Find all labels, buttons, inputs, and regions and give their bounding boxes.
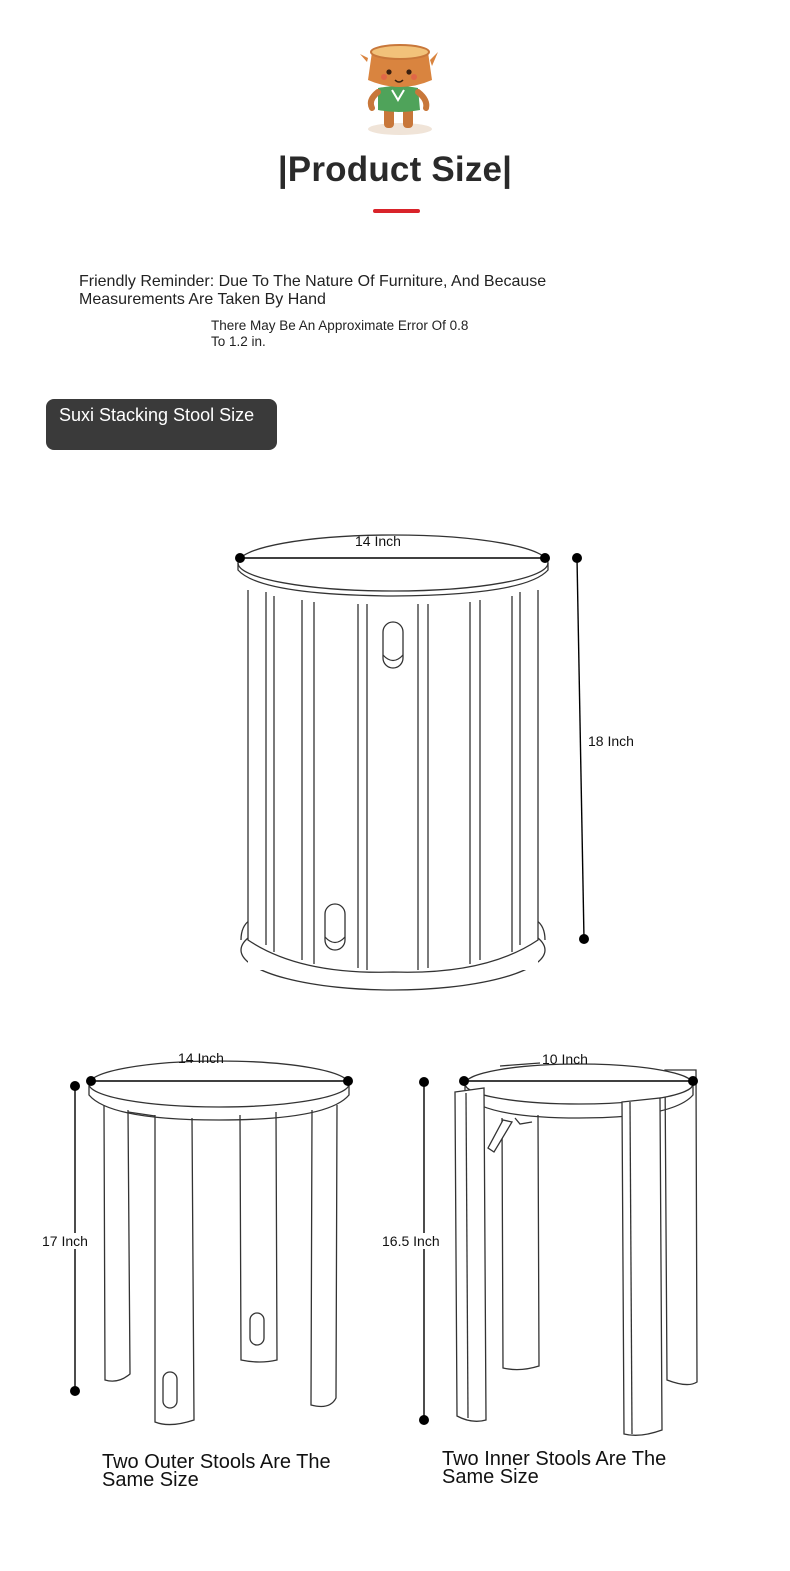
error-note: There May Be An Approximate Error Of 0.8 To 1.2 in. [211, 318, 469, 349]
page-title: |Product Size| [277, 150, 513, 189]
outer-height-label: 17 Inch [42, 1233, 88, 1249]
section-label: Suxi Stacking Stool Size [46, 399, 277, 450]
inner-width-label: 10 Inch [542, 1051, 588, 1067]
inner-height-label: 16.5 Inch [382, 1233, 440, 1249]
outer-caption: Two Outer Stools Are The Same Size [102, 1451, 331, 1491]
main-width-label: 14 Inch [355, 533, 401, 549]
outer-width-label: 14 Inch [178, 1050, 224, 1066]
main-height-label: 18 Inch [588, 733, 634, 749]
inner-caption: Two Inner Stools Are The Same Size [442, 1448, 667, 1488]
reminder-text: Friendly Reminder: Due To The Nature Of Furniture, And Because Measurements Are Taken By Hand [79, 273, 547, 308]
